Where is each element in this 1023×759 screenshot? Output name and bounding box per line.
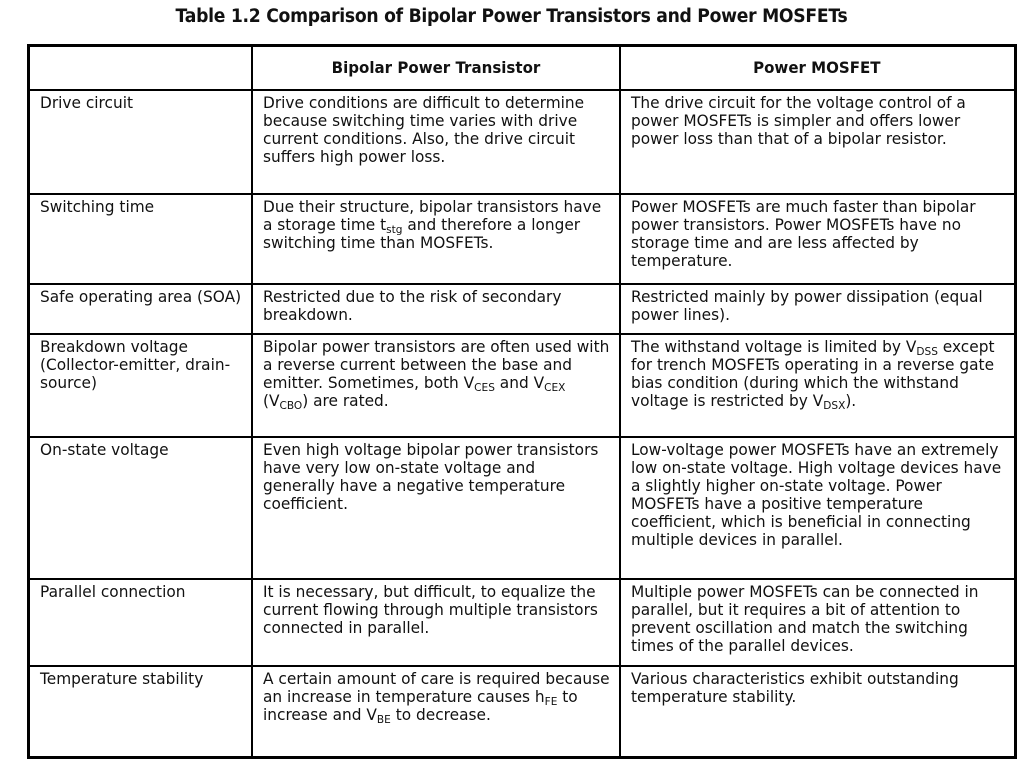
mosfet-cell bbox=[620, 334, 1016, 437]
row-label: Breakdown voltage (Collector-emitter, drain-source) bbox=[29, 334, 252, 437]
text-run: Bipolar power transistors are often used with a reverse current between the base and emitter. Sometimes, both V bbox=[262, 337, 609, 392]
header-empty bbox=[29, 46, 252, 91]
text-run: Various characteristics exhibit outstanding temperature stability. bbox=[630, 669, 959, 706]
row-label: Safe operating area (SOA) bbox=[29, 284, 252, 334]
table-row bbox=[29, 90, 1016, 194]
comparison-table bbox=[27, 44, 1017, 759]
text-run: Restricted mainly by power dissipation (equal power lines). bbox=[630, 287, 983, 324]
text-run: ). bbox=[844, 391, 856, 410]
bipolar-cell bbox=[252, 579, 620, 666]
mosfet-cell bbox=[620, 284, 1016, 334]
mosfet-cell bbox=[620, 579, 1016, 666]
text-run: Low-voltage power MOSFETs have an extremely low on-state voltage. High voltage devices have a slightly higher on-state voltage. Power MOSFETs have a positive temperature coefficient, which is beneficial in connecting multiple devices in parallel. bbox=[630, 440, 1001, 549]
bipolar-cell bbox=[252, 666, 620, 758]
bipolar-cell bbox=[252, 284, 620, 334]
table-title: Table 1.2 Comparison of Bipolar Power Transistors and Power MOSFETs bbox=[175, 6, 848, 27]
bipolar-cell bbox=[252, 334, 620, 437]
text-run: A certain amount of care is required because an increase in temperature causes h bbox=[262, 669, 610, 706]
text-run: The withstand voltage is limited by V bbox=[630, 337, 916, 356]
text-run: ) are rated. bbox=[301, 391, 389, 410]
text-run: Restricted due to the risk of secondary breakdown. bbox=[262, 287, 561, 324]
text-run: Due their structure, bipolar transistors have a storage time t bbox=[262, 197, 601, 234]
table-row bbox=[29, 194, 1016, 284]
text-run: Power MOSFETs are much faster than bipolar power transistors. Power MOSFETs have no storage time and are less affected by temperature. bbox=[630, 197, 976, 270]
row-label: Switching time bbox=[29, 194, 252, 284]
text-run: to increase and V bbox=[262, 687, 578, 724]
text-run: Drive conditions are difficult to determine because switching time varies with drive current conditions. Also, the drive circuit suffers high power loss. bbox=[262, 93, 584, 166]
row-label: On-state voltage bbox=[29, 437, 252, 579]
table-row bbox=[29, 579, 1016, 666]
row-label: Temperature stability bbox=[29, 666, 252, 758]
subscript: CBO bbox=[279, 399, 302, 412]
bipolar-cell bbox=[252, 90, 620, 194]
text-run: (V bbox=[262, 391, 279, 410]
bipolar-cell bbox=[252, 194, 620, 284]
header-row bbox=[29, 46, 1016, 91]
subscript: DSX bbox=[822, 399, 845, 412]
subscript: CES bbox=[473, 381, 495, 394]
text-run: Multiple power MOSFETs can be connected in parallel, but it requires a bit of attention to prevent oscillation and match the switching times of the parallel devices. bbox=[630, 582, 978, 655]
table-row bbox=[29, 334, 1016, 437]
subscript: FE bbox=[544, 695, 557, 708]
mosfet-cell bbox=[620, 666, 1016, 758]
text-run: It is necessary, but difficult, to equalize the current flowing through multiple transistors connected in parallel. bbox=[262, 582, 598, 637]
table-row bbox=[29, 284, 1016, 334]
text-run: The drive circuit for the voltage control of a power MOSFETs is simpler and offers lower power loss than that of a bipolar resistor. bbox=[630, 93, 966, 148]
subscript: stg bbox=[385, 223, 402, 236]
mosfet-cell bbox=[620, 194, 1016, 284]
text-run: and V bbox=[494, 373, 544, 392]
table-row bbox=[29, 437, 1016, 579]
header-mosfet: Power MOSFET bbox=[620, 46, 1016, 91]
row-label: Parallel connection bbox=[29, 579, 252, 666]
row-label: Drive circuit bbox=[29, 90, 252, 194]
text-run: Even high voltage bipolar power transistors have very low on-state voltage and generally have a negative temperature coefficient. bbox=[262, 440, 598, 513]
table-row bbox=[29, 666, 1016, 758]
mosfet-cell bbox=[620, 90, 1016, 194]
bipolar-cell bbox=[252, 437, 620, 579]
text-run: and therefore a longer switching time than MOSFETs. bbox=[262, 215, 580, 252]
text-run: to decrease. bbox=[390, 705, 491, 724]
subscript: CEX bbox=[543, 381, 565, 394]
header-bipolar: Bipolar Power Transistor bbox=[252, 46, 620, 91]
subscript: BE bbox=[376, 713, 391, 726]
mosfet-cell bbox=[620, 437, 1016, 579]
text-run: except for trench MOSFETs operating in a reverse gate bias condition (during which the withstand voltage is restricted by V bbox=[630, 337, 994, 410]
subscript: DSS bbox=[915, 345, 938, 358]
